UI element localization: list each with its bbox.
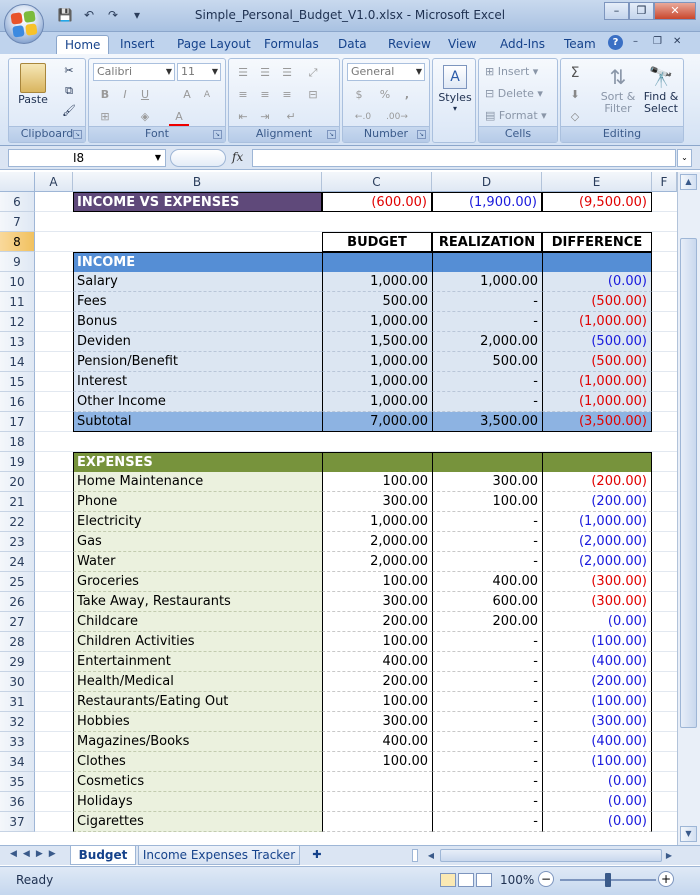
income-item-label[interactable]: Salary — [73, 272, 322, 292]
zoom-level[interactable]: 100% — [500, 873, 535, 887]
row-header[interactable]: 35 — [0, 772, 35, 792]
expense-item-label[interactable]: Hobbies — [73, 712, 322, 732]
row-header[interactable]: 21 — [0, 492, 35, 512]
summary-budget[interactable]: (600.00) — [322, 192, 432, 212]
row-header[interactable]: 18 — [0, 432, 35, 452]
expense-item-budget[interactable] — [322, 812, 432, 832]
header-budget[interactable]: BUDGET — [322, 232, 432, 252]
income-subtotal-difference[interactable]: (3,500.00) — [542, 412, 652, 432]
window-controls — [604, 2, 696, 20]
help-icon[interactable]: ? — [608, 35, 623, 50]
cells-group — [478, 58, 558, 143]
expense-item-realization[interactable]: - — [432, 512, 542, 532]
font-launcher-icon[interactable]: ↘ — [214, 131, 221, 138]
autosum-button[interactable]: Σ — [570, 65, 580, 81]
expense-item-difference[interactable]: (100.00) — [542, 692, 652, 712]
expense-item-budget[interactable]: 100.00 — [322, 632, 432, 652]
expense-item-realization[interactable]: 600.00 — [432, 592, 542, 612]
percent-button[interactable]: % — [379, 88, 391, 101]
select-all-corner[interactable] — [0, 172, 35, 192]
expense-item-label[interactable]: Water — [73, 552, 322, 572]
styles-button[interactable]: A Styles ▾ — [435, 63, 475, 113]
header-realization[interactable]: REALIZATION — [432, 232, 542, 252]
expense-item-realization[interactable]: 200.00 — [432, 612, 542, 632]
scroll-down-icon[interactable]: ▼ — [680, 826, 697, 842]
ribbon — [0, 54, 700, 146]
expense-item-difference[interactable]: (2,000.00) — [542, 552, 652, 572]
expense-item-label[interactable]: Take Away, Restaurants — [73, 592, 322, 612]
row-header[interactable]: 12 — [0, 312, 35, 332]
income-subtotal-label[interactable]: Subtotal — [73, 412, 322, 432]
income-item-budget[interactable]: 500.00 — [322, 292, 432, 312]
delete-cells-button[interactable]: ⊟ Delete ▾ — [485, 87, 543, 100]
tab-page-layout[interactable]: Page Layout — [177, 37, 251, 51]
row-header[interactable]: 16 — [0, 392, 35, 412]
expense-item-budget[interactable]: 2,000.00 — [322, 552, 432, 572]
expense-item-realization[interactable]: 100.00 — [432, 492, 542, 512]
clear-icon[interactable]: ◇ — [570, 110, 580, 123]
window-title: Simple_Personal_Budget_V1.0.xlsx - Microsoft Excel — [194, 8, 506, 22]
tab-split-handle[interactable] — [412, 849, 418, 862]
vertical-scroll-thumb[interactable] — [680, 238, 697, 728]
decrease-decimal-button[interactable]: .00→ — [386, 112, 408, 122]
expense-item-budget[interactable]: 100.00 — [322, 752, 432, 772]
expense-item-difference[interactable]: (2,000.00) — [542, 532, 652, 552]
alignment-launcher-icon[interactable]: ↘ — [328, 131, 335, 138]
align-middle-icon[interactable]: ☰ — [260, 66, 270, 79]
expense-item-realization[interactable]: - — [432, 692, 542, 712]
row-header[interactable]: 31 — [0, 692, 35, 712]
income-item-budget[interactable]: 1,000.00 — [322, 312, 432, 332]
expense-item-budget[interactable]: 2,000.00 — [322, 532, 432, 552]
status-bar — [0, 866, 700, 895]
expense-item-difference[interactable]: (400.00) — [542, 652, 652, 672]
expense-item-budget[interactable] — [322, 772, 432, 792]
income-item-difference[interactable]: (0.00) — [542, 272, 652, 292]
restore-button[interactable]: ❐ — [629, 2, 654, 20]
font-group — [88, 58, 226, 143]
expenses-header-fill[interactable] — [542, 452, 652, 472]
expense-item-label[interactable]: Clothes — [73, 752, 322, 772]
sheet-navigation-icons[interactable]: ◀◀▶▶ — [10, 849, 62, 859]
tab-data[interactable]: Data — [338, 37, 367, 51]
shrink-font-button[interactable]: A — [203, 90, 211, 100]
font-color-button[interactable]: A — [169, 107, 189, 127]
styles-icon: A — [443, 65, 467, 89]
column-header-e[interactable]: E — [542, 172, 652, 192]
scroll-right-icon[interactable]: ▶ — [665, 851, 673, 860]
expense-item-budget[interactable]: 300.00 — [322, 492, 432, 512]
expense-item-difference[interactable]: (200.00) — [542, 472, 652, 492]
worksheet-grid[interactable] — [35, 192, 677, 845]
align-left-icon[interactable]: ≡ — [238, 88, 248, 101]
expense-item-budget[interactable]: 100.00 — [322, 472, 432, 492]
row-header[interactable]: 14 — [0, 352, 35, 372]
expense-item-budget[interactable]: 1,000.00 — [322, 512, 432, 532]
editing-group-label: Editing — [561, 126, 683, 142]
row-header[interactable]: 20 — [0, 472, 35, 492]
expense-item-label[interactable]: Phone — [73, 492, 322, 512]
row-header[interactable]: 28 — [0, 632, 35, 652]
income-item-realization[interactable]: - — [432, 372, 542, 392]
row-header[interactable]: 27 — [0, 612, 35, 632]
income-item-difference[interactable]: (500.00) — [542, 292, 652, 312]
insert-worksheet-icon[interactable]: ✚ — [312, 848, 322, 861]
income-item-difference[interactable]: (500.00) — [542, 352, 652, 372]
expense-item-difference[interactable]: (200.00) — [542, 672, 652, 692]
expense-item-label[interactable]: Restaurants/Eating Out — [73, 692, 322, 712]
tab-review[interactable]: Review — [388, 37, 431, 51]
row-header[interactable]: 36 — [0, 792, 35, 812]
zoom-slider-thumb[interactable] — [605, 873, 611, 887]
expense-item-difference[interactable]: (1,000.00) — [542, 512, 652, 532]
minimize-button[interactable]: – — [604, 2, 629, 20]
insert-cells-button[interactable]: ⊞ Insert ▾ — [485, 65, 539, 78]
header-difference[interactable]: DIFFERENCE — [542, 232, 652, 252]
expense-item-realization[interactable]: - — [432, 732, 542, 752]
sheet-tab-budget[interactable]: Budget — [70, 846, 136, 865]
income-subtotal-realization[interactable]: 3,500.00 — [432, 412, 542, 432]
income-item-difference[interactable]: (1,000.00) — [542, 312, 652, 332]
tab-view[interactable]: View — [448, 37, 477, 51]
row-header[interactable]: 6 — [0, 192, 35, 212]
expense-item-difference[interactable]: (0.00) — [542, 792, 652, 812]
clipboard-launcher-icon[interactable]: ↘ — [74, 131, 81, 138]
font-name-combo[interactable]: Calibri ▼ — [93, 63, 175, 81]
column-header-a[interactable]: A — [35, 172, 73, 192]
sort-filter-button[interactable]: ⇅ Sort & Filter — [597, 63, 639, 115]
row-header[interactable]: 25 — [0, 572, 35, 592]
row-header[interactable]: 7 — [0, 212, 35, 232]
expense-item-difference[interactable]: (0.00) — [542, 612, 652, 632]
expense-item-difference[interactable]: (200.00) — [542, 492, 652, 512]
income-item-label[interactable]: Bonus — [73, 312, 322, 332]
currency-button[interactable]: $ — [355, 88, 363, 101]
formula-divider-handle[interactable] — [170, 149, 226, 167]
expense-item-label[interactable]: Childcare — [73, 612, 322, 632]
number-group — [342, 58, 430, 143]
income-header-fill[interactable] — [322, 252, 432, 272]
editing-group — [560, 58, 684, 143]
expense-item-realization[interactable]: - — [432, 532, 542, 552]
tab-insert[interactable]: Insert — [120, 37, 155, 51]
expense-item-difference[interactable]: (0.00) — [542, 772, 652, 792]
expense-item-label[interactable]: Gas — [73, 532, 322, 552]
income-subtotal-budget[interactable]: 7,000.00 — [322, 412, 432, 432]
expense-item-realization[interactable]: - — [432, 552, 542, 572]
number-group-label: Number — [343, 126, 429, 142]
close-button[interactable]: ✕ — [654, 2, 696, 20]
column-header-c[interactable]: C — [322, 172, 432, 192]
expense-item-label[interactable]: Home Maintenance — [73, 472, 322, 492]
zoom-in-button[interactable]: + — [658, 871, 674, 887]
expand-formula-bar-icon[interactable]: ⌄ — [677, 149, 692, 167]
chevron-down-icon: ▼ — [415, 67, 422, 76]
row-header[interactable]: 13 — [0, 332, 35, 352]
income-item-realization[interactable]: 1,000.00 — [432, 272, 542, 292]
tab-home[interactable]: Home — [56, 35, 109, 54]
row-header[interactable]: 22 — [0, 512, 35, 532]
expense-item-label[interactable]: Cigarettes — [73, 812, 322, 832]
row-header[interactable]: 32 — [0, 712, 35, 732]
comma-button[interactable]: , — [404, 88, 410, 101]
expenses-title[interactable]: EXPENSES — [73, 452, 322, 472]
sheet-tab-bar — [0, 845, 700, 865]
title-bar — [0, 0, 700, 32]
row-header[interactable]: 37 — [0, 812, 35, 832]
expense-item-realization[interactable]: - — [432, 632, 542, 652]
income-header-fill[interactable] — [542, 252, 652, 272]
paste-button[interactable]: Paste — [13, 63, 53, 106]
income-item-budget[interactable]: 1,500.00 — [322, 332, 432, 352]
expense-item-label[interactable]: Cosmetics — [73, 772, 322, 792]
font-group-label: Font — [89, 126, 225, 142]
expense-item-difference[interactable]: (300.00) — [542, 572, 652, 592]
expense-item-realization[interactable]: - — [432, 772, 542, 792]
office-logo-icon — [10, 10, 37, 37]
workbook-restore-button[interactable]: ❐ — [653, 36, 662, 47]
page-break-view-icon[interactable] — [476, 873, 492, 887]
expense-item-label[interactable]: Health/Medical — [73, 672, 322, 692]
expense-item-budget[interactable]: 200.00 — [322, 672, 432, 692]
tab-add-ins[interactable]: Add-Ins — [500, 37, 545, 51]
expense-item-difference[interactable]: (400.00) — [542, 732, 652, 752]
italic-button[interactable]: I — [123, 88, 127, 101]
cells-group-label: Cells — [479, 126, 557, 142]
underline-button[interactable]: U — [140, 88, 150, 101]
decrease-indent-icon[interactable]: ⇤ — [238, 110, 248, 123]
number-format-combo[interactable]: General ▼ — [347, 63, 425, 81]
number-launcher-icon[interactable]: ↘ — [418, 131, 425, 138]
office-button[interactable] — [4, 4, 44, 44]
grow-font-button[interactable]: A — [183, 88, 191, 101]
expense-item-budget[interactable]: 100.00 — [322, 572, 432, 592]
expense-item-label[interactable]: Children Activities — [73, 632, 322, 652]
expense-item-realization[interactable]: - — [432, 672, 542, 692]
binoculars-icon: 🔭 — [648, 65, 674, 89]
expense-item-realization[interactable]: - — [432, 792, 542, 812]
vertical-scrollbar[interactable] — [677, 172, 700, 845]
row-header[interactable]: 24 — [0, 552, 35, 572]
expense-item-budget[interactable]: 300.00 — [322, 712, 432, 732]
clipboard-group-label: Clipboard — [9, 126, 85, 142]
zoom-out-button[interactable]: − — [538, 871, 554, 887]
expense-item-difference[interactable]: (300.00) — [542, 712, 652, 732]
column-header-b[interactable]: B — [73, 172, 322, 192]
income-item-realization[interactable]: - — [432, 292, 542, 312]
increase-decimal-button[interactable]: ←.0 — [354, 112, 372, 122]
expense-item-budget[interactable]: 200.00 — [322, 612, 432, 632]
expense-item-difference[interactable]: (100.00) — [542, 752, 652, 772]
expenses-header-fill[interactable] — [432, 452, 542, 472]
expenses-header-fill[interactable] — [322, 452, 432, 472]
income-item-difference[interactable]: (1,000.00) — [542, 372, 652, 392]
clipboard-group — [8, 58, 86, 143]
align-center-icon[interactable]: ≡ — [260, 88, 270, 101]
column-header-d[interactable]: D — [432, 172, 542, 192]
expense-item-budget[interactable]: 400.00 — [322, 732, 432, 752]
expense-item-budget[interactable]: 100.00 — [322, 692, 432, 712]
expense-item-label[interactable]: Magazines/Books — [73, 732, 322, 752]
row-header[interactable]: 8 — [0, 232, 35, 252]
summary-difference[interactable]: (9,500.00) — [542, 192, 652, 212]
summary-realization[interactable]: (1,900.00) — [432, 192, 542, 212]
expense-item-realization[interactable]: - — [432, 752, 542, 772]
income-title[interactable]: INCOME — [73, 252, 322, 272]
scroll-left-icon[interactable]: ◀ — [427, 851, 435, 860]
name-box[interactable]: I8 ▼ — [8, 149, 166, 167]
income-item-realization[interactable]: - — [432, 312, 542, 332]
align-bottom-icon[interactable]: ☰ — [282, 66, 292, 79]
chevron-down-icon: ▼ — [165, 67, 172, 76]
row-header[interactable]: 10 — [0, 272, 35, 292]
borders-icon[interactable]: ⊞ — [100, 110, 110, 123]
income-item-budget[interactable]: 1,000.00 — [322, 272, 432, 292]
row-header[interactable]: 29 — [0, 652, 35, 672]
income-item-budget[interactable]: 1,000.00 — [322, 352, 432, 372]
row-header[interactable]: 19 — [0, 452, 35, 472]
increase-indent-icon[interactable]: ⇥ — [260, 110, 270, 123]
row-header[interactable]: 34 — [0, 752, 35, 772]
chevron-down-icon: ▼ — [154, 153, 161, 162]
income-item-difference[interactable]: (1,000.00) — [542, 392, 652, 412]
income-item-realization[interactable]: 2,000.00 — [432, 332, 542, 352]
copy-icon[interactable]: ⧉ — [65, 84, 73, 97]
paste-icon — [20, 63, 46, 93]
income-item-budget[interactable]: 1,000.00 — [322, 372, 432, 392]
horizontal-scroll-thumb[interactable] — [440, 849, 662, 862]
align-right-icon[interactable]: ≡ — [282, 88, 292, 101]
wrap-text-icon[interactable]: ↵ — [286, 110, 296, 123]
income-item-label[interactable]: Other Income — [73, 392, 322, 412]
formula-bar — [0, 146, 700, 170]
expense-item-label[interactable]: Holidays — [73, 792, 322, 812]
expense-item-label[interactable]: Entertainment — [73, 652, 322, 672]
expense-item-realization[interactable]: - — [432, 812, 542, 832]
expense-item-realization[interactable]: - — [432, 712, 542, 732]
tab-team[interactable]: Team — [564, 37, 596, 51]
expense-item-budget[interactable]: 400.00 — [322, 652, 432, 672]
font-size-combo[interactable]: 11 ▼ — [177, 63, 221, 81]
row-header[interactable]: 9 — [0, 252, 35, 272]
column-header-f[interactable]: F — [652, 172, 677, 192]
income-item-label[interactable]: Fees — [73, 292, 322, 312]
customize-qat-icon[interactable]: ▾ — [133, 8, 141, 22]
redo-icon[interactable]: ↷ — [107, 8, 119, 22]
fill-color-icon[interactable]: ◈ — [140, 110, 150, 123]
scroll-up-icon[interactable]: ▲ — [680, 174, 697, 190]
expense-item-budget[interactable]: 300.00 — [322, 592, 432, 612]
tab-formulas[interactable]: Formulas — [264, 37, 319, 51]
expense-item-realization[interactable]: 400.00 — [432, 572, 542, 592]
alignment-group — [228, 58, 340, 143]
find-select-button[interactable]: 🔭 Find & Select — [639, 63, 683, 115]
row-header[interactable]: 26 — [0, 592, 35, 612]
row-header[interactable]: 30 — [0, 672, 35, 692]
alignment-group-label: Alignment — [229, 126, 339, 142]
chevron-down-icon: ▼ — [211, 67, 218, 76]
workbook-minimize-button[interactable]: – — [633, 36, 638, 47]
expense-item-realization[interactable]: 300.00 — [432, 472, 542, 492]
merge-center-icon[interactable]: ⊟ — [308, 88, 318, 101]
income-item-budget[interactable]: 1,000.00 — [322, 392, 432, 412]
summary-label[interactable]: INCOME VS EXPENSES — [73, 192, 322, 212]
expense-item-label[interactable]: Groceries — [73, 572, 322, 592]
format-painter-icon[interactable]: 🖌 — [62, 104, 76, 117]
cut-icon[interactable]: ✂ — [64, 64, 74, 77]
bold-button[interactable]: B — [100, 88, 110, 101]
expense-item-difference[interactable]: (100.00) — [542, 632, 652, 652]
row-header[interactable]: 23 — [0, 532, 35, 552]
save-icon[interactable]: 💾 — [57, 8, 73, 22]
insert-function-button[interactable]: fx — [232, 150, 244, 164]
income-item-realization[interactable]: 500.00 — [432, 352, 542, 372]
expense-item-label[interactable]: Electricity — [73, 512, 322, 532]
undo-icon[interactable]: ↶ — [83, 8, 95, 22]
sheet-tab-income-expenses-tracker[interactable]: Income Expenses Tracker — [138, 846, 300, 865]
fill-icon[interactable]: ⬇ — [570, 88, 580, 101]
row-header[interactable]: 33 — [0, 732, 35, 752]
orientation-icon[interactable]: ⤢ — [308, 66, 318, 79]
row-header[interactable]: 15 — [0, 372, 35, 392]
status-text: Ready — [16, 873, 54, 887]
workbook-close-button[interactable]: ✕ — [673, 36, 682, 47]
expense-item-realization[interactable]: - — [432, 652, 542, 672]
income-item-label[interactable]: Pension/Benefit — [73, 352, 322, 372]
styles-group — [432, 58, 476, 143]
expense-item-difference[interactable]: (0.00) — [542, 812, 652, 832]
income-item-label[interactable]: Interest — [73, 372, 322, 392]
income-header-fill[interactable] — [432, 252, 542, 272]
ribbon-tabs — [0, 32, 700, 54]
normal-view-icon[interactable] — [440, 873, 456, 887]
income-item-label[interactable]: Deviden — [73, 332, 322, 352]
row-header[interactable]: 17 — [0, 412, 35, 432]
expense-item-budget[interactable] — [322, 792, 432, 812]
align-top-icon[interactable]: ☰ — [238, 66, 248, 79]
income-item-difference[interactable]: (500.00) — [542, 332, 652, 352]
format-cells-button[interactable]: ▤ Format ▾ — [485, 109, 547, 122]
expense-item-difference[interactable]: (300.00) — [542, 592, 652, 612]
formula-input[interactable] — [252, 149, 676, 167]
page-layout-view-icon[interactable] — [458, 873, 474, 887]
sort-filter-icon: ⇅ — [609, 65, 627, 89]
income-item-realization[interactable]: - — [432, 392, 542, 412]
row-header[interactable]: 11 — [0, 292, 35, 312]
